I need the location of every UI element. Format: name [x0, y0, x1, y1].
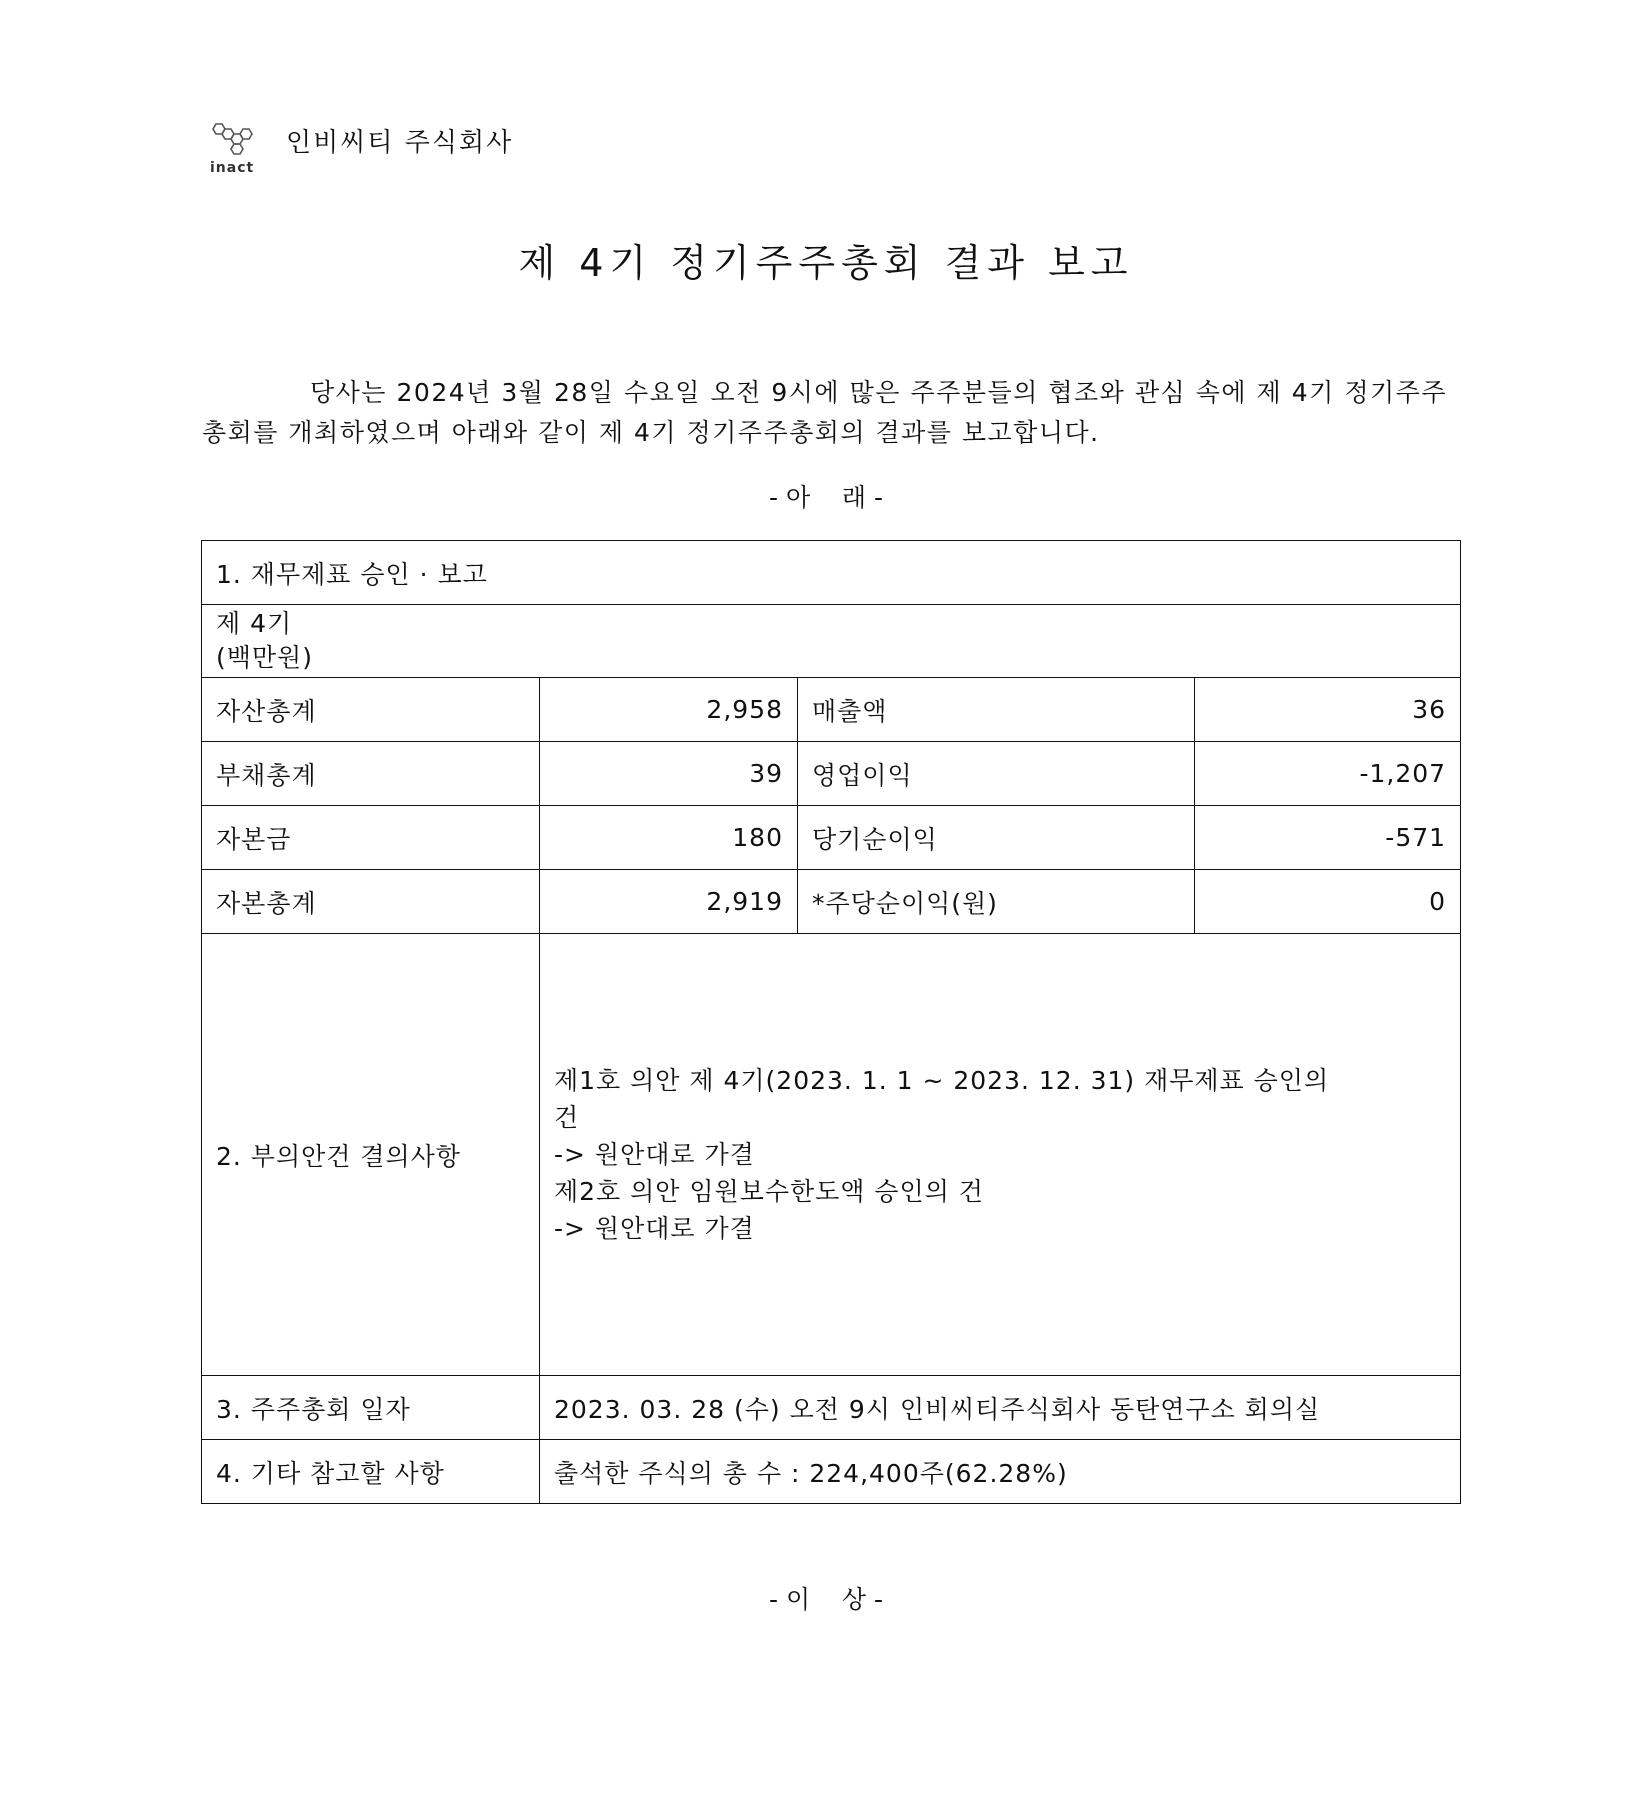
resolution-line: -> 원안대로 가결 — [554, 1214, 755, 1243]
section-marker-top: - 아 래 - — [768, 483, 884, 512]
financial-value: 2,958 — [540, 678, 798, 742]
section-marker-bottom: - 이 상 - — [768, 1585, 884, 1614]
financial-value: 0 — [1195, 870, 1461, 934]
company-logo — [208, 120, 268, 182]
period-row — [202, 605, 1461, 678]
financial-label: 자본총계 — [202, 870, 540, 934]
period-cell — [202, 605, 1461, 678]
section2-title: 2. 부의안건 결의사항 — [202, 934, 540, 1376]
resolution-line: -> 원안대로 가결 — [554, 1140, 755, 1169]
financial-label: 당기순이익 — [798, 806, 1195, 870]
meeting-date-value: 2023. 03. 28 (수) 오전 9시 인비씨티주식회사 동탄연구소 회의실 — [540, 1376, 1461, 1440]
financial-value: -571 — [1195, 806, 1461, 870]
section1-row — [202, 541, 1461, 605]
document-title: 제 4기 정기주주총회 결과 보고 — [518, 241, 1134, 285]
financial-label: 자산총계 — [202, 678, 540, 742]
financial-label: *주당순이익(원) — [798, 870, 1195, 934]
financial-row — [202, 806, 1461, 870]
financial-row — [202, 870, 1461, 934]
financial-row — [202, 742, 1461, 806]
resolution-line: 제1호 의안 제 4기(2023. 1. 1 ~ 2023. 12. 31) 재무제표 승인의 — [554, 1066, 1330, 1095]
period-label: 제 4기 — [216, 609, 293, 638]
financial-row — [202, 678, 1461, 742]
section4-title: 4. 기타 참고할 사항 — [202, 1440, 540, 1504]
section3-title: 3. 주주총회 일자 — [202, 1376, 540, 1440]
intro-paragraph — [202, 373, 1447, 453]
financial-label: 자본금 — [202, 806, 540, 870]
financial-value: 180 — [540, 806, 798, 870]
financial-label: 부채총계 — [202, 742, 540, 806]
intro-text: 당사는 2024년 3월 28일 수요일 오전 9시에 많은 주주분들의 협조와 관심 속에 제 4기 정기주주총회를 개최하였으며 아래와 같이 제 4기 정기주주총회의 결과를 보고합니다. — [202, 378, 1447, 447]
section1-title: 1. 재무제표 승인 · 보고 — [202, 541, 1461, 605]
attendance-value: 출석한 주식의 총 수 : 224,400주(62.28%) — [540, 1440, 1461, 1504]
financial-label: 매출액 — [798, 678, 1195, 742]
financial-value: 36 — [1195, 678, 1461, 742]
resolution-line: 건 — [554, 1103, 580, 1132]
hexagon-logo-icon — [208, 120, 260, 160]
results-table — [201, 540, 1461, 1504]
financial-value: 2,919 — [540, 870, 798, 934]
financial-value: -1,207 — [1195, 742, 1461, 806]
section4-row — [202, 1440, 1461, 1504]
logo-wordmark: inact — [210, 160, 255, 176]
unit-label: (백만원) — [216, 643, 313, 672]
section3-row — [202, 1376, 1461, 1440]
company-name: 인비씨티 주식회사 — [286, 128, 514, 158]
financial-value: 39 — [540, 742, 798, 806]
resolution-line: 제2호 의안 임원보수한도액 승인의 건 — [554, 1177, 984, 1206]
section2-row — [202, 934, 1461, 1376]
financial-label: 영업이익 — [798, 742, 1195, 806]
resolutions-cell — [540, 934, 1461, 1376]
